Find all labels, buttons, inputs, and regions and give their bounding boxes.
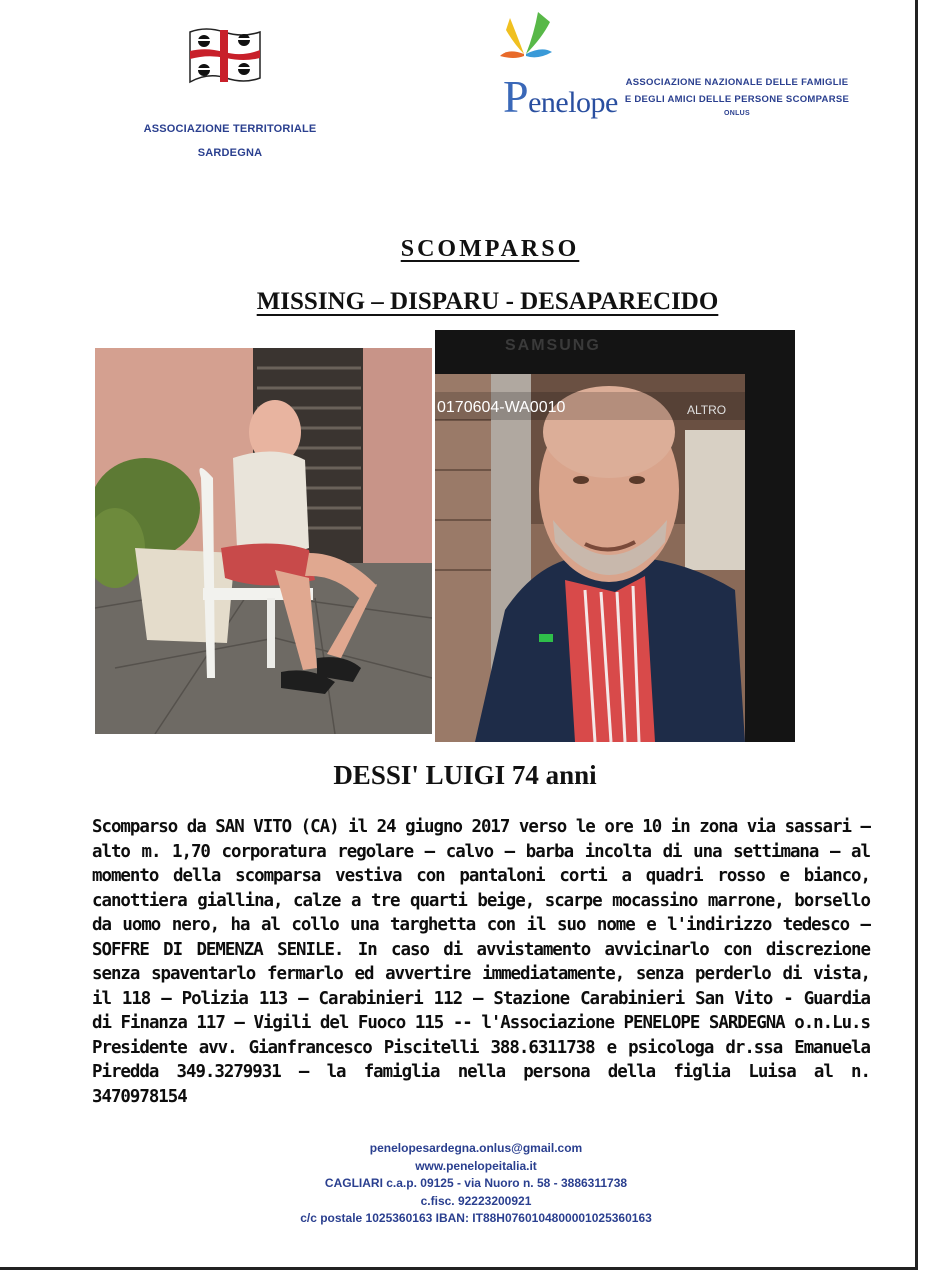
national-association-line1: ASSOCIAZIONE NAZIONALE DELLE FAMIGLIE bbox=[625, 77, 849, 88]
sardinia-flag-icon bbox=[186, 26, 264, 88]
missing-translations: MISSING – DISPARU - DESAPARECIDO bbox=[256, 288, 719, 315]
contact-address: CAGLIARI c.a.p. 09125 - via Nuoro n. 58 - 3886311738 bbox=[324, 1176, 628, 1190]
contact-bank-details: c/c postale 1025360163 IBAN: IT88H0760104800001025360163 bbox=[300, 1211, 652, 1225]
national-association bbox=[622, 74, 852, 120]
photo-filename-text: 0170604-WA0010 bbox=[437, 399, 566, 416]
regional-association bbox=[120, 117, 340, 165]
penelope-wordmark-initial: P bbox=[503, 71, 529, 122]
missing-person-description: Scomparso da SAN VITO (CA) il 24 giugno 2017 verso le ore 10 in zona via sassari – alto m. 1,70 corporatura regolare – calvo – barba incolta di una settimana – al momento della scomparsa vestiva con pantaloni corti a quadri rosso e bianco, canottiera giallina, calze a tre quarti beige, scarpe mocassino marrone, borsello da uomo nero, ha al collo una targhetta con il suo nome e l'indirizzo tedesco – SOFFRE DI DEMENZA SENILE. In caso di avvistamento avvicinarlo con discrezione senza spaventarlo fermarlo ed avvertire immediatamente, senza perderlo di vista, il 118 – Polizia 113 – Carabinieri 112 – Stazione Carabinieri San Vito - Guardia di Finanza 117 – Vigili del Fuoco 115 -- l'Associazione PENELOPE SARDEGNA o.n.Lu.s Presidente avv. Gianfrancesco Piscitelli 388.6311738 e psicologa dr.ssa Emanuela Piredda 349.3279931 – la famiglia nella persona della figlia Luisa al n. 3470978154 bbox=[92, 817, 870, 1107]
contact-email: penelopesardegna.onlus@gmail.com bbox=[369, 1141, 583, 1155]
missing-person-photo-seated bbox=[95, 348, 432, 734]
contact-fiscal-code: c.fisc. 92223200921 bbox=[420, 1193, 532, 1208]
national-association-line2: E DEGLI AMICI DELLE PERSONE SCOMPARSE bbox=[624, 94, 850, 105]
penelope-wordmark-rest: enelope bbox=[528, 86, 618, 119]
missing-person-name: DESSI' LUIGI 74 anni bbox=[333, 760, 597, 790]
contact-footer bbox=[0, 1140, 930, 1228]
penelope-wordmark bbox=[503, 70, 618, 123]
missing-title: SCOMPARSO bbox=[400, 236, 580, 262]
contact-website: www.penelopeitalia.it bbox=[415, 1158, 537, 1173]
regional-association-line2: SARDEGNA bbox=[197, 147, 263, 159]
regional-association-line1: ASSOCIAZIONE TERRITORIALE bbox=[143, 123, 317, 135]
national-association-onlus: ONLUS bbox=[724, 110, 750, 117]
missing-person-photo-portrait bbox=[435, 330, 795, 742]
photo-album-label: ALTRO bbox=[687, 403, 727, 417]
phone-brand-text: SAMSUNG bbox=[505, 337, 601, 354]
